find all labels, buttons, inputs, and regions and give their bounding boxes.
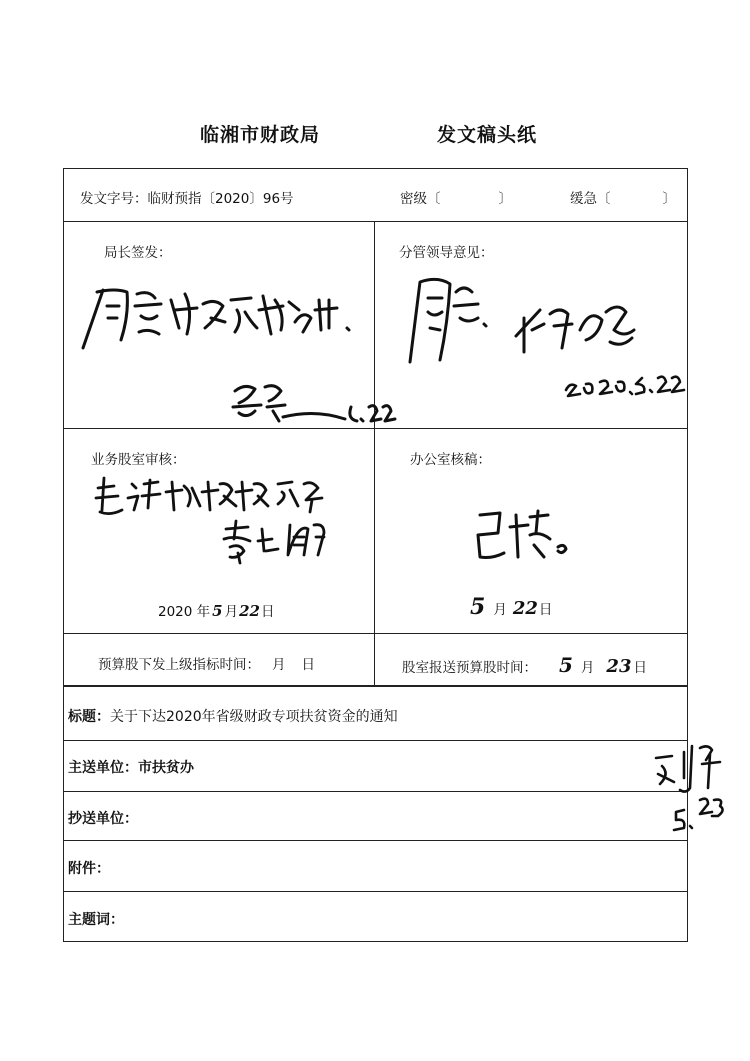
row-divider [63,740,688,741]
doc-number-value: 临财预指〔2020〕96号 [147,191,294,207]
keywords-label: 主题词： [68,912,124,928]
budget-issue-label: 预算股下发上级指标时间： [98,657,260,673]
row-divider [63,840,688,841]
budget-issue-time [98,653,315,673]
keywords-field [68,909,124,929]
secrecy-label: 密级〔 [400,191,441,207]
budget-issue-day: 日 [301,657,315,673]
report-month-hand: 5 [559,653,573,677]
row-divider [63,428,688,429]
row-divider [63,633,688,634]
title-value: 关于下达2020年省级财政专项扶贫资金的通知 [110,709,398,725]
deputy-label: 分管领导意见： [399,245,494,261]
business-date-day-hand: 22 [239,602,260,620]
row-divider [63,791,688,792]
margin-date [668,790,738,840]
office-date-month: 月 [493,602,507,618]
business-date-year: 2020 年 [158,604,211,620]
title-label: 标题： [68,709,110,725]
office-date-day: 日 [538,602,553,618]
budget-issue-month: 月 [272,657,286,673]
office-review-label: 办公室核稿： [410,452,491,468]
office-comment-handwriting [472,505,582,565]
director-comment-handwriting [75,270,375,360]
form-title: 发文稿头纸 [437,124,538,146]
business-comment-handwriting [92,470,332,520]
deputy-signature [510,290,650,360]
business-review-label: 业务股室审核： [91,452,186,468]
director-signature [225,377,395,427]
cc-label: 抄送单位： [68,811,138,827]
doc-number [80,187,294,207]
business-date-month: 月 [224,604,239,620]
doc-number-label: 发文字号： [80,191,148,207]
office-date-month-hand: 5 [470,594,486,620]
secrecy-field [400,187,512,207]
office-date [470,594,552,620]
secrecy-close: 〕 [498,191,512,207]
main-to-value: 市扶贫办 [138,760,194,776]
director-label: 局长签发： [104,245,172,261]
report-label: 股室报送预算股时间： [402,660,537,676]
attachment-field [68,858,110,878]
cc-field [68,808,138,828]
deputy-date-handwriting [560,360,690,400]
report-day-hand: 23 [606,656,632,677]
main-to-field [68,757,194,777]
bureau-name: 临湘市财政局 [200,124,321,146]
row-divider [63,891,688,892]
report-month: 月 [580,660,595,676]
attachment-label: 附件： [68,861,110,877]
deputy-comment-handwriting [398,262,498,372]
urgency-label: 缓急〔 [570,191,611,207]
business-signature [218,515,338,565]
business-date [158,600,274,620]
urgency-close: 〕 [662,191,676,207]
urgency-field [570,187,676,207]
title-field [68,706,398,726]
office-date-day-hand: 22 [512,598,538,619]
row-divider [63,221,688,222]
business-date-day: 日 [260,604,275,620]
business-date-month-hand: 5 [212,602,223,620]
report-time [402,653,647,677]
report-day: 日 [633,660,647,676]
main-to-label: 主送单位： [68,760,138,776]
